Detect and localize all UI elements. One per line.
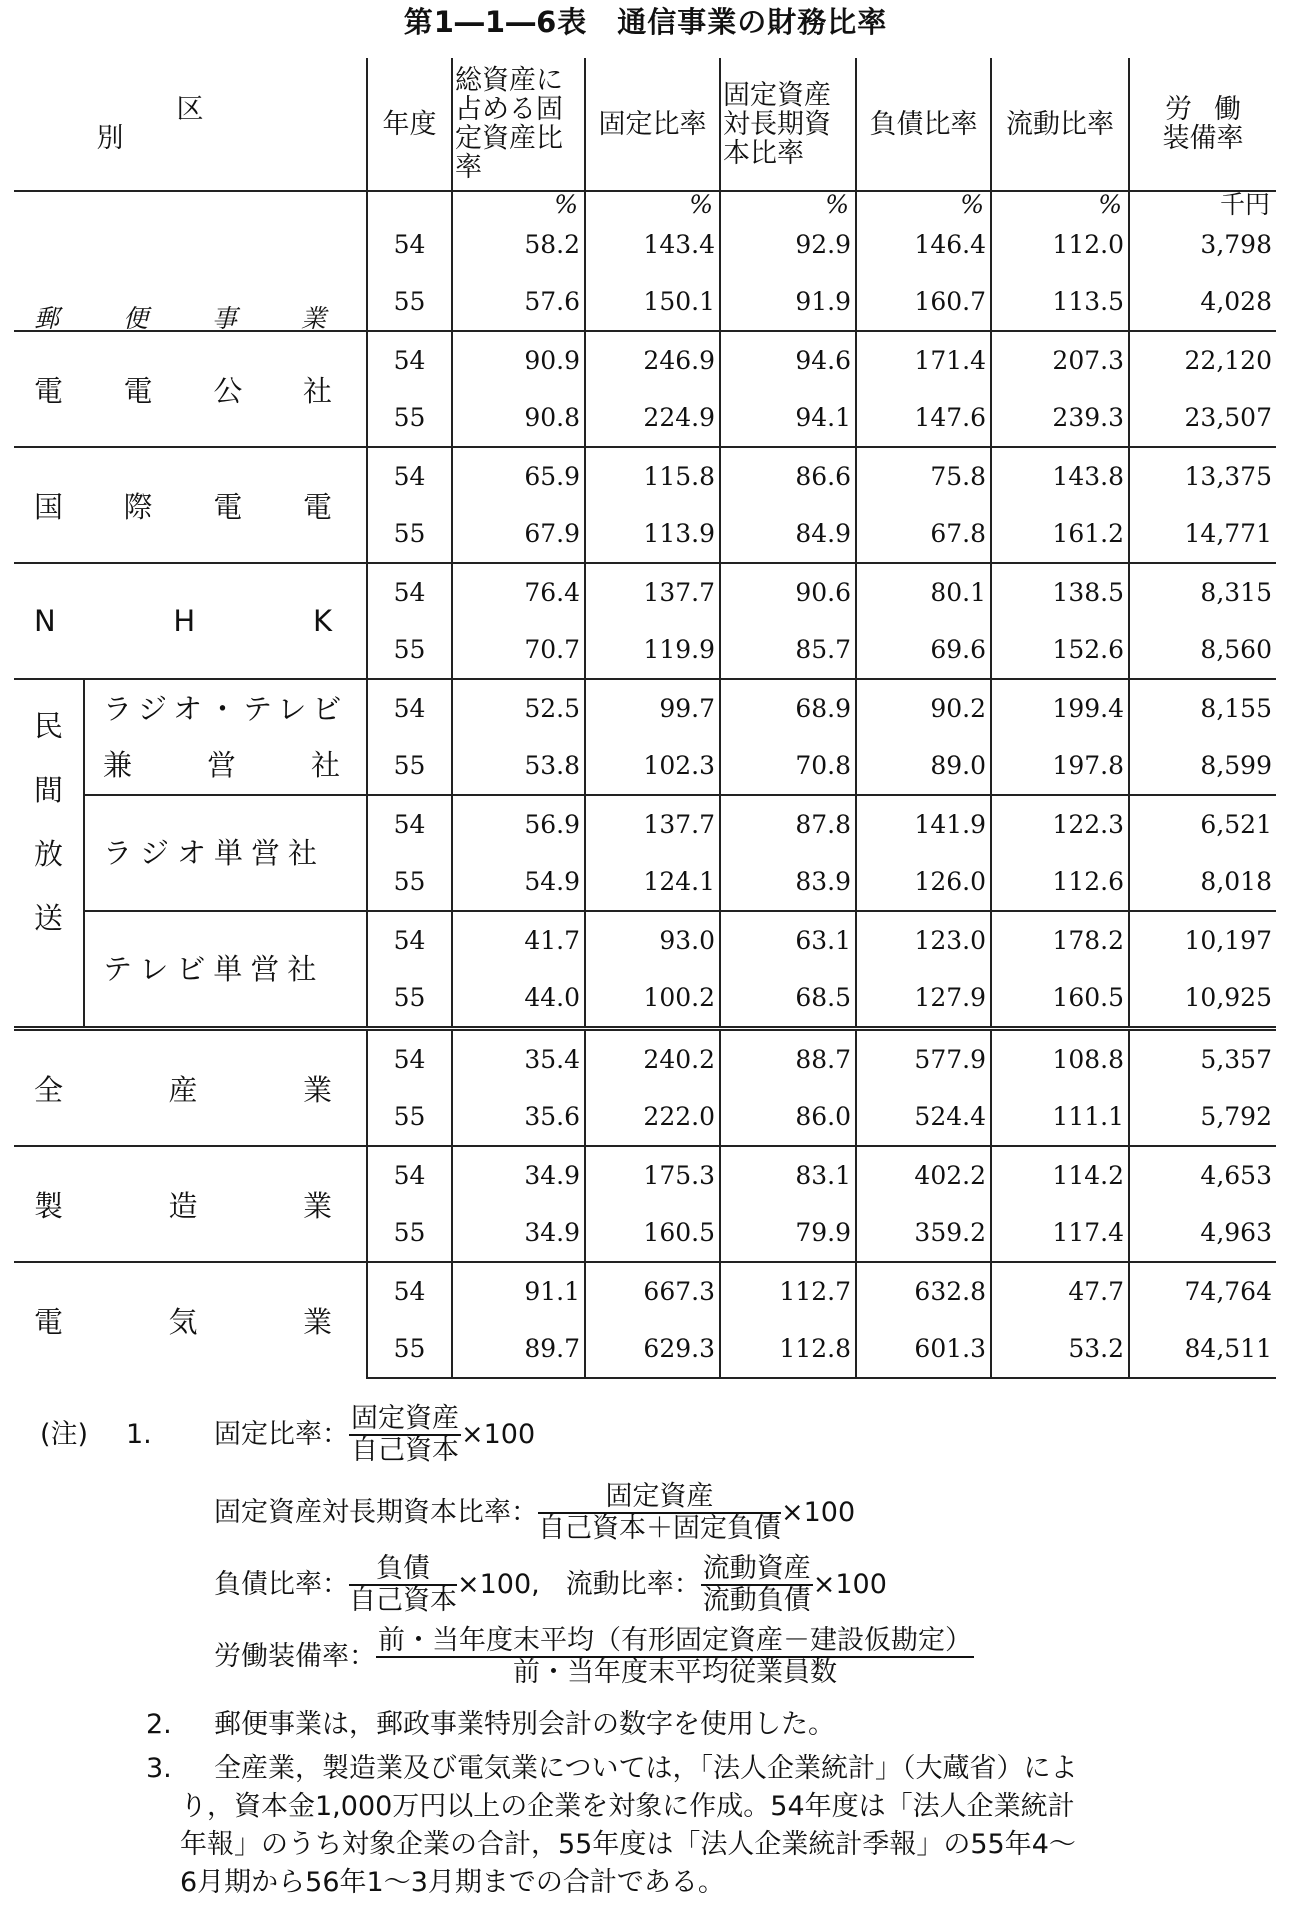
value-cell: 4,653 [1129, 1146, 1276, 1204]
subcategory-label: ラジオ単営社 [84, 795, 367, 911]
value-cell: 138.5 [991, 563, 1129, 621]
value-cell: 143.8 [991, 447, 1129, 505]
value-cell: 143.4 [585, 216, 720, 273]
value-cell: 524.4 [856, 1088, 991, 1146]
value-cell: 52.5 [452, 679, 585, 737]
value-cell: 122.3 [991, 795, 1129, 853]
category-label: 製 造 業 [14, 1146, 367, 1262]
value-cell: 5,792 [1129, 1088, 1276, 1146]
value-cell: 115.8 [585, 447, 720, 505]
value-cell: 8,155 [1129, 679, 1276, 737]
subcategory-label: ラジオ・テレビ 兼 営 社 [84, 679, 367, 795]
thousand-yen-unit: 千円 [1129, 191, 1276, 216]
value-cell: 178.2 [991, 911, 1129, 969]
value-cell: 113.5 [991, 273, 1129, 331]
value-cell: 150.1 [585, 273, 720, 331]
value-cell: 224.9 [585, 389, 720, 447]
value-cell: 160.7 [856, 273, 991, 331]
value-cell: 577.9 [856, 1029, 991, 1089]
value-cell: 112.8 [720, 1320, 856, 1378]
category-label: 郵 便 事 業 [14, 191, 367, 331]
value-cell: 63.1 [720, 911, 856, 969]
value-cell: 89.7 [452, 1320, 585, 1378]
value-cell: 160.5 [991, 969, 1129, 1029]
value-cell: 127.9 [856, 969, 991, 1029]
fiscal-year-cell: 54 [367, 1146, 452, 1204]
value-cell: 114.2 [991, 1146, 1129, 1204]
value-cell: 146.4 [856, 216, 991, 273]
category-label: 国 際 電 電 [14, 447, 367, 563]
value-cell: 141.9 [856, 795, 991, 853]
fiscal-year-cell: 55 [367, 505, 452, 563]
value-cell: 91.1 [452, 1262, 585, 1320]
value-cell: 53.2 [991, 1320, 1129, 1378]
value-cell: 8,315 [1129, 563, 1276, 621]
percent-unit: % [856, 191, 991, 216]
value-cell: 359.2 [856, 1204, 991, 1262]
fiscal-year-cell: 54 [367, 1029, 452, 1089]
value-cell: 90.2 [856, 679, 991, 737]
note-text-3: 全産業，製造業及び電気業については，「法人企業統計」（大蔵省）によ り，資本金1,000万円以上の企業を対象に作成。54年度は「法人企業統計 年報」のうち対象企業の合計，55年度は「法人企業統計季報」の55年4～ 6月期から56年1～3月期までの合計である。 [180, 1753, 1078, 1898]
note-number-1: 1. [126, 1419, 152, 1450]
units-row [14, 191, 1276, 216]
fiscal-year-cell: 55 [367, 273, 452, 331]
value-cell: 112.0 [991, 216, 1129, 273]
value-cell: 58.2 [452, 216, 585, 273]
value-cell: 601.3 [856, 1320, 991, 1378]
category-label: 全 産 業 [14, 1029, 367, 1147]
value-cell: 83.1 [720, 1146, 856, 1204]
value-cell: 4,028 [1129, 273, 1276, 331]
value-cell: 161.2 [991, 505, 1129, 563]
value-cell: 240.2 [585, 1029, 720, 1089]
value-cell: 79.9 [720, 1204, 856, 1262]
value-cell: 67.8 [856, 505, 991, 563]
value-cell: 100.2 [585, 969, 720, 1029]
header-fixed-long-term-ratio: 固定資産対長期資本比率 [720, 58, 856, 191]
table-title: 第1―1―6表 通信事業の財務比率 [403, 5, 888, 39]
value-cell: 35.6 [452, 1088, 585, 1146]
value-cell: 84,511 [1129, 1320, 1276, 1378]
note-label: (注) [40, 1419, 89, 1450]
fiscal-year-cell: 55 [367, 853, 452, 911]
value-cell: 93.0 [585, 911, 720, 969]
formula-labor-equipment-ratio: 労働装備率： 前・当年度末平均（有形固定資産－建設仮勘定） 前・当年度末平均従業員数 [214, 1625, 972, 1688]
value-cell: 91.9 [720, 273, 856, 331]
value-cell: 112.7 [720, 1262, 856, 1320]
value-cell: 14,771 [1129, 505, 1276, 563]
value-cell: 8,599 [1129, 737, 1276, 795]
value-cell: 85.7 [720, 621, 856, 679]
value-cell: 76.4 [452, 563, 585, 621]
note-number-3: 3. [146, 1753, 172, 1784]
value-cell: 667.3 [585, 1262, 720, 1320]
value-cell: 90.8 [452, 389, 585, 447]
table-row [14, 1029, 1276, 1089]
value-cell: 88.7 [720, 1029, 856, 1089]
value-cell: 6,521 [1129, 795, 1276, 853]
value-cell: 124.1 [585, 853, 720, 911]
value-cell: 171.4 [856, 331, 991, 389]
value-cell: 34.9 [452, 1146, 585, 1204]
value-cell: 629.3 [585, 1320, 720, 1378]
header-fixed-ratio: 固定比率 [585, 58, 720, 191]
value-cell: 75.8 [856, 447, 991, 505]
category-label: N H K [14, 563, 367, 679]
value-cell: 239.3 [991, 389, 1129, 447]
value-cell: 175.3 [585, 1146, 720, 1204]
value-cell: 83.9 [720, 853, 856, 911]
value-cell: 35.4 [452, 1029, 585, 1089]
value-cell: 160.5 [585, 1204, 720, 1262]
value-cell: 8,018 [1129, 853, 1276, 911]
value-cell: 197.8 [991, 737, 1129, 795]
value-cell: 67.9 [452, 505, 585, 563]
value-cell: 3,798 [1129, 216, 1276, 273]
value-cell: 99.7 [585, 679, 720, 737]
category-label: 電 気 業 [14, 1262, 367, 1378]
value-cell: 402.2 [856, 1146, 991, 1204]
value-cell: 57.6 [452, 273, 585, 331]
fiscal-year-cell: 54 [367, 679, 452, 737]
minkan-label: 民 間 放 送 [14, 679, 84, 1029]
table-row [14, 1146, 1276, 1204]
value-cell: 87.8 [720, 795, 856, 853]
note-text-2: 郵便事業は，郵政事業特別会計の数字を使用した。 [214, 1709, 835, 1740]
value-cell: 34.9 [452, 1204, 585, 1262]
fiscal-year-cell: 54 [367, 795, 452, 853]
header-labor-equipment-ratio: 労働 装備率 [1129, 58, 1276, 191]
note-number-2: 2. [146, 1709, 172, 1740]
value-cell: 126.0 [856, 853, 991, 911]
value-cell: 74,764 [1129, 1262, 1276, 1320]
value-cell: 86.0 [720, 1088, 856, 1146]
table-row [14, 911, 1276, 969]
value-cell: 113.9 [585, 505, 720, 563]
fiscal-year-cell: 55 [367, 389, 452, 447]
value-cell: 80.1 [856, 563, 991, 621]
fiscal-year-cell: 55 [367, 1320, 452, 1378]
value-cell: 112.6 [991, 853, 1129, 911]
value-cell: 8,560 [1129, 621, 1276, 679]
value-cell: 94.6 [720, 331, 856, 389]
fiscal-year-cell: 54 [367, 331, 452, 389]
value-cell: 152.6 [991, 621, 1129, 679]
value-cell: 5,357 [1129, 1029, 1276, 1089]
value-cell: 117.4 [991, 1204, 1129, 1262]
formula-fixed-long-term-ratio: 固定資産対長期資本比率： 固定資産 自己資本＋固定負債 ×100 [214, 1481, 856, 1544]
formula-debt-current-ratio: 負債比率： 負債 自己資本 ×100, 流動比率： 流動資産 流動負債 ×100 [214, 1553, 887, 1616]
fiscal-year-cell: 54 [367, 1262, 452, 1320]
financial-ratio-table [14, 58, 1276, 1379]
value-cell: 70.8 [720, 737, 856, 795]
table-row [14, 679, 1276, 737]
value-cell: 68.9 [720, 679, 856, 737]
value-cell: 70.7 [452, 621, 585, 679]
value-cell: 10,925 [1129, 969, 1276, 1029]
value-cell: 89.0 [856, 737, 991, 795]
table-row [14, 331, 1276, 389]
value-cell: 65.9 [452, 447, 585, 505]
percent-unit: % [720, 191, 856, 216]
value-cell: 54.9 [452, 853, 585, 911]
header-classification: 区別 [14, 58, 367, 191]
fiscal-year-cell: 55 [367, 1204, 452, 1262]
value-cell: 23,507 [1129, 389, 1276, 447]
value-cell: 90.6 [720, 563, 856, 621]
subcategory-label: テレビ単営社 [84, 911, 367, 1029]
value-cell: 123.0 [856, 911, 991, 969]
value-cell: 22,120 [1129, 331, 1276, 389]
header-row [14, 58, 1276, 191]
percent-unit: % [452, 191, 585, 216]
value-cell: 632.8 [856, 1262, 991, 1320]
value-cell: 246.9 [585, 331, 720, 389]
value-cell: 86.6 [720, 447, 856, 505]
table-row [14, 563, 1276, 621]
value-cell: 147.6 [856, 389, 991, 447]
fiscal-year-cell: 54 [367, 447, 452, 505]
value-cell: 102.3 [585, 737, 720, 795]
value-cell: 53.8 [452, 737, 585, 795]
value-cell: 137.7 [585, 795, 720, 853]
value-cell: 92.9 [720, 216, 856, 273]
header-fixed-asset-ratio: 総資産に占める固定資産比率 [452, 58, 585, 191]
table-row [14, 1262, 1276, 1320]
value-cell: 68.5 [720, 969, 856, 1029]
percent-unit: % [585, 191, 720, 216]
value-cell: 13,375 [1129, 447, 1276, 505]
value-cell: 90.9 [452, 331, 585, 389]
value-cell: 94.1 [720, 389, 856, 447]
fiscal-year-cell: 55 [367, 969, 452, 1029]
formula-fixed-ratio: 固定比率： 固定資産 自己資本 ×100 [214, 1403, 536, 1466]
table-row [14, 795, 1276, 853]
value-cell: 47.7 [991, 1262, 1129, 1320]
fiscal-year-cell: 54 [367, 911, 452, 969]
fiscal-year-cell: 55 [367, 1088, 452, 1146]
value-cell: 69.6 [856, 621, 991, 679]
value-cell: 84.9 [720, 505, 856, 563]
category-label: 電 電 公 社 [14, 331, 367, 447]
percent-unit: % [991, 191, 1129, 216]
value-cell: 41.7 [452, 911, 585, 969]
fiscal-year-cell: 55 [367, 737, 452, 795]
value-cell: 56.9 [452, 795, 585, 853]
header-debt-ratio: 負債比率 [856, 58, 991, 191]
value-cell: 111.1 [991, 1088, 1129, 1146]
value-cell: 207.3 [991, 331, 1129, 389]
value-cell: 108.8 [991, 1029, 1129, 1089]
value-cell: 119.9 [585, 621, 720, 679]
value-cell: 44.0 [452, 969, 585, 1029]
fiscal-year-cell: 54 [367, 216, 452, 273]
fiscal-year-cell: 54 [367, 563, 452, 621]
table-row [14, 447, 1276, 505]
header-year: 年度 [367, 58, 452, 191]
value-cell: 222.0 [585, 1088, 720, 1146]
value-cell: 137.7 [585, 563, 720, 621]
header-current-ratio: 流動比率 [991, 58, 1129, 191]
value-cell: 10,197 [1129, 911, 1276, 969]
value-cell: 4,963 [1129, 1204, 1276, 1262]
fiscal-year-cell: 55 [367, 621, 452, 679]
value-cell: 199.4 [991, 679, 1129, 737]
